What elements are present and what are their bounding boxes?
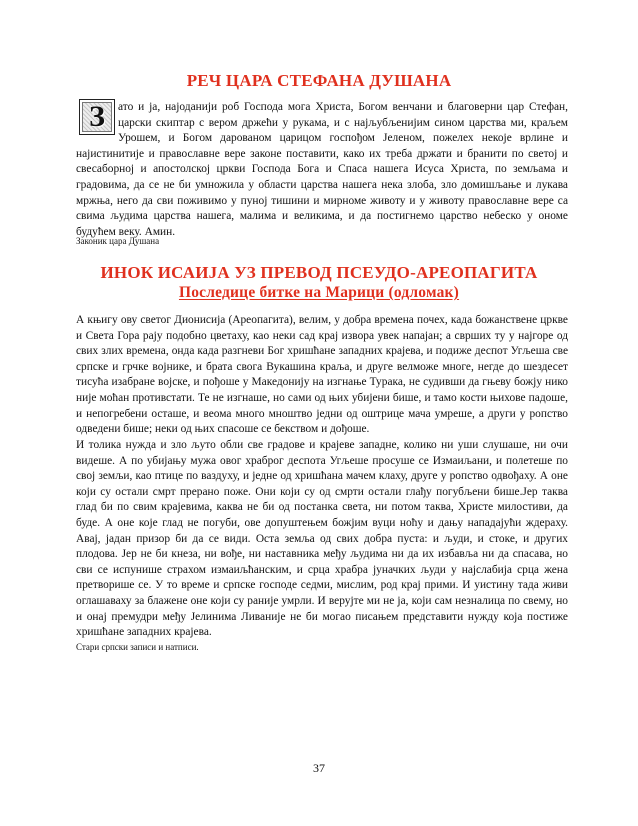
section1-paragraph: ато и ја, најоданији роб Господа мога Христа, Богом венчани и благоверни цар Стефан, царски скиптар с вером држећи у рукама, и с најљубљенијим сином царства ми, краљем Урошем, и Богом дарованом царицом госпођом Јеленом, пожелех некоје врлине и најистинитије и православне вере законе поставити, како их треба држати и бранити по светој и свесаборној и апостолској цркви Господа Бога и Спаса нашега Исуса Христа, по земљама и градовима, да се не би умножила у области царства нашега нека злоба, зло домишљање и лукава мржња, него да сви поживимо у пуној тишини и мирноме животу и у животу православне вере са свима људима царства нашега, малима и великима, и да постигнемо царство небеско у ономе будућем веку. Амин.	[76, 101, 568, 238]
dropcap-spacer	[76, 100, 118, 144]
section2-title: ИНОК ИСАИЈА УЗ ПРЕВОД ПСЕУДО-АРЕОПАГИТА	[100, 263, 538, 282]
section1-source: Законик цара Душана	[76, 236, 160, 246]
section1-paragraph-block	[76, 100, 568, 240]
section2-paragraph-1: А књигу ову светог Дионисија (Ареопагита), велим, у добра времена почех, када божанствене цркве и Света Гора рају подобно цветаху, као неки сад крај извора увек напајан; а сврших ту у најгоре од свих злих времена, онда када разгневи Бог хришћане западних крајева, и подиже деспот Угљеша све српске и грчке војнике, и брата свога Вукашина краља, и друге велможе многе, негде до шездесет тисућа изабране војске, и пођоше у Македонију на изгнање Турака, не судивши да гњеву божју нико није моћан противстати. Те не изгнаше, но сами од њих убијени бише, и тамо кости њихове падоше, и непогребени осташе, и веома много мноштво једни од оштрице мача умреше, а други у ропство одведени бише; неки од њих спасоше се бекством и дођоше.	[76, 314, 568, 436]
section1-title: РЕЧ ЦАРА СТЕФАНА ДУШАНА	[186, 71, 452, 90]
dropcap-letter: З	[89, 100, 105, 133]
page-number: 37	[313, 761, 325, 775]
section2-paragraph-2: И толика нужда и зло љуто обли све градове и крајеве западне, колико ни уши слушаше, ни очи видеше. А по убијању мужа овог храброг деспота Угљеше просуше се Измаиљани, и полетеше по свој земљи, као птице по ваздуху, и једне од хришћана мачем клаху, друге у ропство одвођаху. А оне који су остали смрт прерано поже. Они који су од смрти остали глађу погубљени бише.Јер таква глад би по свим крајевима, каква не би од постанка света, ни потом таква, Христе милостиви, да буде. А оне које глад не погуби, ове допуштењем божјим вуци ноћу и дању нападајући ждераху. Авај, јадан призор би да се види. Оста земља од свих добра пуста: и људи, и стоке, и других плодова. Јер не би кнеза, ни вође, ни наставника међу људима ни да их избавља ни да спасава, но сви се испунише страхом измаиљћанским, и срца храбра јуначких људи у најслабија срца жена претворише се. У то време и српске господе седми, мислим, род крај прими. И уистину тада живи оглашаваху за блажене оне који су раније умрли. И верујте ми не ја, који сам незналица по свему, но и онај премудри међу Јелинима Ливаније не би могао писањем представити нужду која постиже хришћане западних крајева.	[76, 439, 568, 639]
section2-subtitle: Последице битке на Марици (одломак)	[178, 284, 460, 301]
section2-source: Стари српски записи и натписи.	[76, 642, 199, 652]
